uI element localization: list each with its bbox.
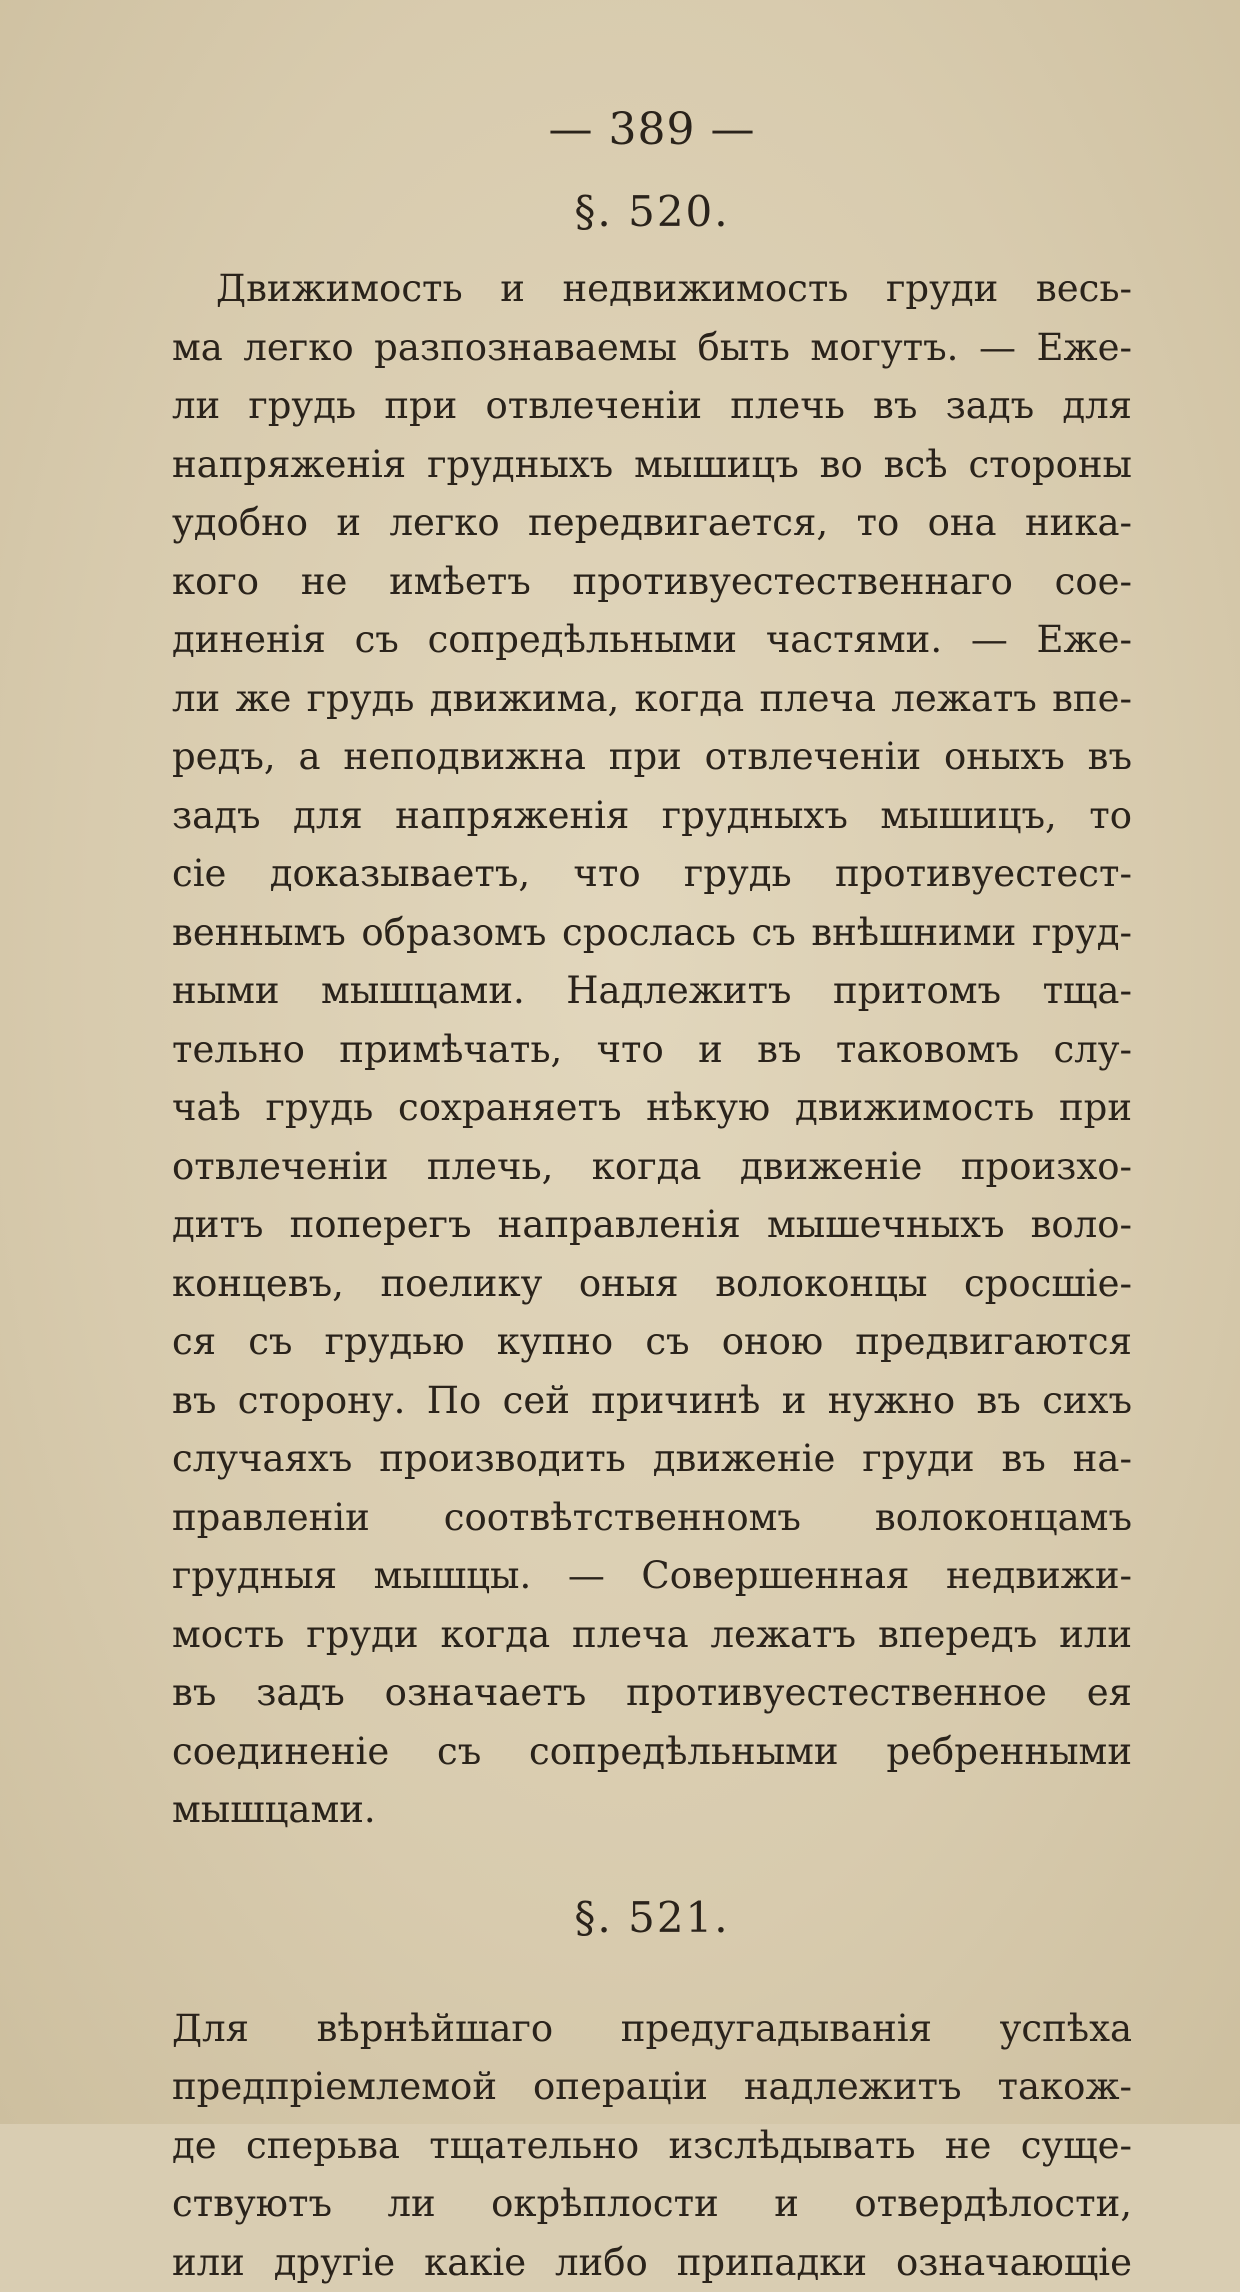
text-line: Для вѣрнѣйшаго предугадыванія успѣха — [172, 2000, 1132, 2059]
paragraph-520 — [172, 260, 1132, 1840]
text-line: удобно и легко передвигается, то она никa- — [172, 494, 1132, 553]
text-line: отвлеченіи плечь, когда движеніе произхо- — [172, 1138, 1132, 1197]
text-line: предпріемлемой операціи надлежитъ також- — [172, 2058, 1132, 2117]
text-line: дитъ поперегъ направленія мышечныхъ воло- — [172, 1196, 1132, 1255]
text-line: кого не имѣетъ противуестественнаго сое- — [172, 553, 1132, 612]
text-line: или другіе какіе либо припадки означающіе — [172, 2234, 1132, 2292]
text-line: грудныя мышцы. — Совершенная недвижи- — [172, 1547, 1132, 1606]
text-line: диненія съ сопредѣльными частями. — Еже- — [172, 611, 1132, 670]
text-line: въ задъ означаетъ противуестественное ея — [172, 1664, 1132, 1723]
text-line: ся съ грудью купно съ оною предвигаются — [172, 1313, 1132, 1372]
text-line: правленіи соотвѣтственномъ волоконцамъ — [172, 1489, 1132, 1548]
text-line: веннымъ образомъ срослась съ внѣшними груд- — [172, 904, 1132, 963]
page-text — [172, 100, 1132, 2292]
text-line: де сперьва тщательно изслѣдывать не суще- — [172, 2117, 1132, 2176]
text-line: ствуютъ ли окрѣплости и отвердѣлости, — [172, 2175, 1132, 2234]
text-line: ли же грудь движима, когда плеча лежатъ впе- — [172, 670, 1132, 729]
paragraph-521 — [172, 2000, 1132, 2292]
text-line: мость груди когда плеча лежатъ впередъ или — [172, 1606, 1132, 1665]
text-line: ными мышцами. Надлежитъ притомъ тща- — [172, 962, 1132, 1021]
text-line: концевъ, поелику оныя волоконцы сросшіе- — [172, 1255, 1132, 1314]
text-line: задъ для напряженія грудныхъ мышицъ, то — [172, 787, 1132, 846]
text-line: мышцами. — [172, 1781, 1132, 1840]
section-heading-521: §. 521. — [172, 1888, 1132, 1948]
text-line: въ сторону. По сей причинѣ и нужно въ сихъ — [172, 1372, 1132, 1431]
text-line: Движимость и недвижимость груди весь- — [172, 260, 1132, 319]
section-heading-520: §. 520. — [172, 182, 1132, 242]
text-line: редъ, а неподвижна при отвлеченіи оныхъ въ — [172, 728, 1132, 787]
text-line: напряженія грудныхъ мышицъ во всѣ стороны — [172, 436, 1132, 495]
text-line: ма легко разпознаваемы быть могутъ. — Еже- — [172, 319, 1132, 378]
text-line: ли грудь при отвлеченіи плечь въ задъ для — [172, 377, 1132, 436]
text-line: чаѣ грудь сохраняетъ нѣкую движимость при — [172, 1079, 1132, 1138]
text-line: тельно примѣчать, что и въ таковомъ слу- — [172, 1021, 1132, 1080]
text-line: сіе доказываетъ, что грудь противуестест- — [172, 845, 1132, 904]
text-line: случаяхъ производить движеніе груди въ на- — [172, 1430, 1132, 1489]
text-line: соединеніе съ сопредѣльными ребренными — [172, 1723, 1132, 1782]
page-number: — 389 — — [172, 100, 1132, 160]
